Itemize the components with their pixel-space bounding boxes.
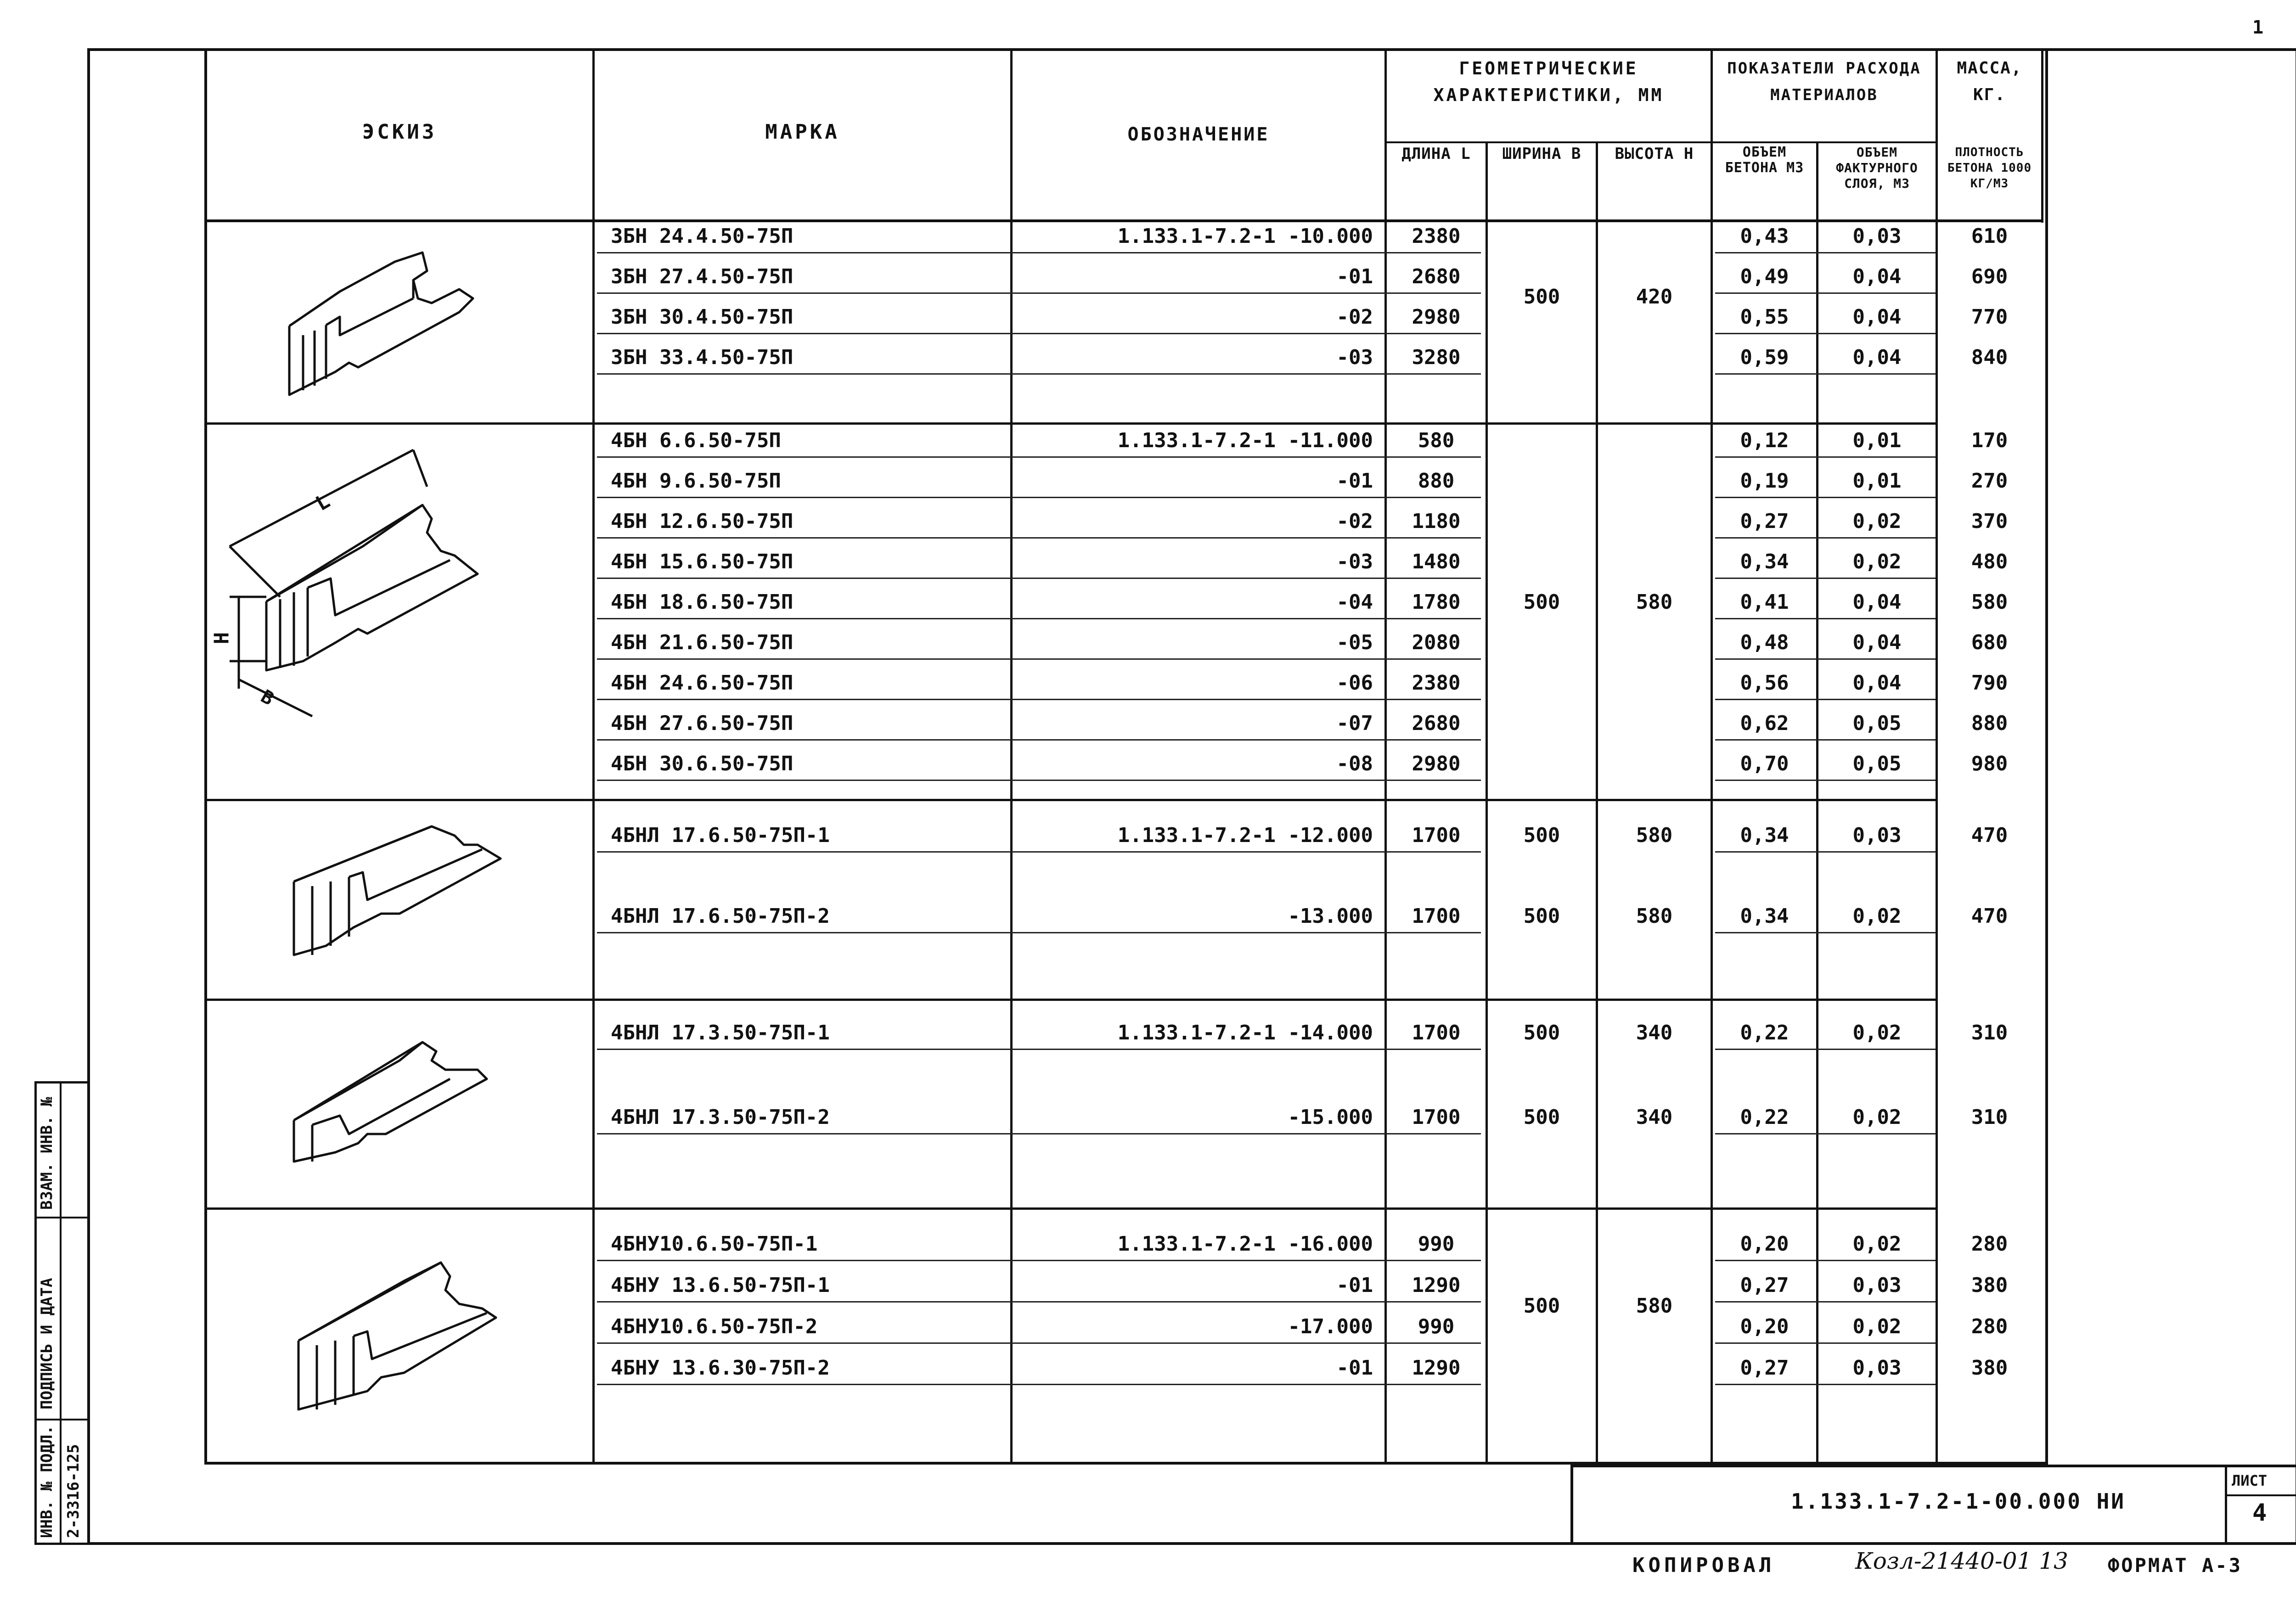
row-underline — [1387, 1301, 1481, 1302]
group-divider — [204, 799, 1938, 801]
row-vol-concrete: 0,27 — [1740, 1356, 1789, 1380]
row-underline — [597, 1384, 1474, 1385]
row-underline — [597, 578, 1474, 579]
row-underline — [1715, 1133, 1936, 1134]
row-underline — [1387, 497, 1481, 498]
row-mass: 790 — [1971, 671, 2008, 695]
header-vol-facing: ОБЪЕМ ФАКТУРНОГО СЛОЯ, М3 — [1836, 145, 1918, 191]
row-mass: 170 — [1971, 429, 2008, 452]
row-mark: 4БНЛ 17.6.50-75П-1 — [611, 824, 830, 847]
row-mass: 470 — [1971, 904, 2008, 928]
row-vol-concrete: 0,27 — [1740, 1274, 1789, 1297]
row-vol-concrete: 0,22 — [1740, 1021, 1789, 1044]
row-vol-facing: 0,02 — [1852, 510, 1902, 533]
row-underline — [1387, 578, 1481, 579]
header-material: ПОКАЗАТЕЛИ РАСХОДА МАТЕРИАЛОВ — [1727, 59, 1921, 104]
row-underline — [1387, 333, 1481, 334]
row-mass: 370 — [1971, 510, 2008, 533]
row-mass: 470 — [1971, 824, 2008, 847]
row-mark: 4БНЛ 17.6.50-75П-2 — [611, 904, 830, 928]
row-underline — [1387, 618, 1481, 619]
row-underline — [1715, 252, 1936, 253]
row-vol-facing: 0,02 — [1852, 1021, 1902, 1044]
row-mass: 980 — [1971, 752, 2008, 775]
row-underline — [1715, 739, 1936, 741]
row-length: 2380 — [1412, 225, 1461, 248]
sketch-label-b: B — [257, 686, 277, 710]
row-mark: 3БН 30.4.50-75П — [611, 305, 793, 329]
row-mark: 4БН 21.6.50-75П — [611, 631, 793, 654]
row-length: 1290 — [1412, 1274, 1461, 1297]
row-underline — [1715, 658, 1936, 660]
row-designation: -15.000 — [1288, 1106, 1373, 1129]
row-length: 1290 — [1412, 1356, 1461, 1380]
row-underline — [597, 292, 1474, 294]
row-underline — [1715, 497, 1936, 498]
col-line — [1010, 48, 1013, 1465]
row-vol-concrete: 0,41 — [1740, 590, 1789, 614]
row-vol-concrete: 0,62 — [1740, 712, 1789, 735]
row-underline — [1387, 1133, 1481, 1134]
header-sketch: ЭСКИЗ — [362, 120, 437, 144]
row-vol-facing: 0,02 — [1852, 1315, 1902, 1338]
header-width: ШИРИНА B — [1502, 145, 1581, 163]
row-underline — [597, 537, 1474, 539]
row-underline — [597, 456, 1474, 458]
row-mass: 310 — [1971, 1021, 2008, 1044]
row-vol-facing: 0,03 — [1852, 824, 1902, 847]
row-mass: 280 — [1971, 1315, 2008, 1338]
row-designation: -01 — [1336, 1356, 1373, 1380]
sketch-4bnu-block — [285, 1235, 542, 1437]
group-height: 420 — [1636, 285, 1673, 309]
row-vol-concrete: 0,34 — [1740, 824, 1789, 847]
row-mark: 3БН 33.4.50-75П — [611, 346, 793, 369]
row-designation: -02 — [1336, 305, 1373, 329]
row-mark: 4БНЛ 17.3.50-75П-2 — [611, 1106, 830, 1129]
row-underline — [1387, 932, 1481, 933]
row-underline — [597, 1342, 1474, 1344]
row-length: 1700 — [1412, 824, 1461, 847]
row-mass: 880 — [1971, 712, 2008, 735]
row-vol-facing: 0,03 — [1852, 1356, 1902, 1380]
row-mark: 4БН 15.6.50-75П — [611, 550, 793, 573]
row-vol-concrete: 0,55 — [1740, 305, 1789, 329]
side-stamp-sep — [34, 1217, 90, 1218]
row-length: 1480 — [1412, 550, 1461, 573]
row-underline — [1387, 252, 1481, 253]
sketch-3bn-block — [276, 220, 505, 413]
row-vol-facing: 0,02 — [1852, 550, 1902, 573]
row-underline — [1387, 456, 1481, 458]
row-mass: 380 — [1971, 1274, 2008, 1297]
col-line — [1486, 142, 1488, 1465]
row-underline — [1715, 373, 1936, 375]
row-length: 2680 — [1412, 712, 1461, 735]
row-designation: -06 — [1336, 671, 1373, 695]
row-designation: -13.000 — [1288, 904, 1373, 928]
group-width: 500 — [1523, 1294, 1560, 1318]
row-length: 3280 — [1412, 346, 1461, 369]
row-underline — [1387, 1260, 1481, 1261]
row-length: 2980 — [1412, 752, 1461, 775]
row-underline — [1715, 292, 1936, 294]
title-block-top — [1570, 1465, 2296, 1467]
group-divider — [204, 1207, 1938, 1210]
row-vol-facing: 0,03 — [1852, 225, 1902, 248]
row-length: 2380 — [1412, 671, 1461, 695]
row-vol-concrete: 0,43 — [1740, 225, 1789, 248]
row-underline — [597, 618, 1474, 619]
row-designation: 1.133.1-7.2-1 -12.000 — [1117, 824, 1373, 847]
row-underline — [1387, 373, 1481, 375]
row-length: 1780 — [1412, 590, 1461, 614]
row-underline — [1387, 658, 1481, 660]
row-mark: 4БНУ10.6.50-75П-1 — [611, 1232, 818, 1256]
row-underline — [1715, 851, 1936, 853]
row-mark: 4БНУ 13.6.50-75П-1 — [611, 1274, 830, 1297]
row-mass: 580 — [1971, 590, 2008, 614]
row-designation: -01 — [1336, 1274, 1373, 1297]
row-vol-concrete: 0,20 — [1740, 1232, 1789, 1256]
row-mark: 4БН 27.6.50-75П — [611, 712, 793, 735]
row-underline — [1715, 333, 1936, 334]
row-mass: 270 — [1971, 469, 2008, 493]
row-mass: 690 — [1971, 265, 2008, 288]
row-underline — [597, 1049, 1474, 1050]
row-vol-facing: 0,04 — [1852, 265, 1902, 288]
row-mark: 4БН 9.6.50-75П — [611, 469, 781, 493]
row-vol-facing: 0,04 — [1852, 590, 1902, 614]
row-length: 990 — [1418, 1232, 1455, 1256]
row-designation: -02 — [1336, 510, 1373, 533]
row-underline — [1387, 739, 1481, 741]
row-designation: -01 — [1336, 265, 1373, 288]
footer-format: ФОРМАТ А-3 — [2108, 1554, 2242, 1577]
row-vol-concrete: 0,34 — [1740, 904, 1789, 928]
header-mass: МАССА, КГ. — [1957, 59, 2022, 104]
row-vol-concrete: 0,20 — [1740, 1315, 1789, 1338]
row-underline — [597, 780, 1474, 781]
group-height: 580 — [1636, 1294, 1673, 1318]
row-width: 500 — [1523, 1021, 1560, 1044]
row-vol-facing: 0,04 — [1852, 346, 1902, 369]
sketch-4bn-block — [211, 441, 505, 744]
row-designation: -01 — [1336, 469, 1373, 493]
row-underline — [1387, 292, 1481, 294]
row-underline — [1715, 1049, 1936, 1050]
header-designation: ОБОЗНАЧЕНИЕ — [1127, 124, 1270, 145]
row-mark: 4БН 24.6.50-75П — [611, 671, 793, 695]
row-mass: 480 — [1971, 550, 2008, 573]
row-vol-facing: 0,01 — [1852, 469, 1902, 493]
group-height: 580 — [1636, 590, 1673, 614]
row-designation: 1.133.1-7.2-1 -16.000 — [1117, 1232, 1373, 1256]
row-underline — [1715, 456, 1936, 458]
group-width: 500 — [1523, 590, 1560, 614]
row-vol-facing: 0,03 — [1852, 1274, 1902, 1297]
row-underline — [1715, 1260, 1936, 1261]
row-underline — [1387, 780, 1481, 781]
row-vol-concrete: 0,12 — [1740, 429, 1789, 452]
row-mass: 280 — [1971, 1232, 2008, 1256]
row-underline — [1387, 1049, 1481, 1050]
row-underline — [597, 658, 1474, 660]
corner-mark: 1 — [2252, 17, 2264, 38]
row-designation: -05 — [1336, 631, 1373, 654]
header-vol-concrete: ОБЪЕМ БЕТОНА М3 — [1725, 144, 1804, 176]
header-height: ВЫСОТА H — [1615, 145, 1694, 163]
row-vol-facing: 0,04 — [1852, 305, 1902, 329]
sheet-label: ЛИСТ — [2232, 1472, 2268, 1489]
footer-copied: КОПИРОВАЛ — [1632, 1554, 1775, 1577]
sheet-number: 4 — [2252, 1499, 2267, 1527]
header-subline — [1384, 141, 1938, 143]
row-mass: 770 — [1971, 305, 2008, 329]
row-mark: 4БН 30.6.50-75П — [611, 752, 793, 775]
side-sign-date: ПОДПИСЬ И ДАТА — [38, 1278, 56, 1409]
row-mark: 3БН 24.4.50-75П — [611, 225, 793, 248]
row-length: 2080 — [1412, 631, 1461, 654]
row-vol-concrete: 0,56 — [1740, 671, 1789, 695]
row-underline — [1387, 699, 1481, 700]
row-underline — [597, 739, 1474, 741]
row-vol-facing: 0,05 — [1852, 712, 1902, 735]
row-vol-concrete: 0,49 — [1740, 265, 1789, 288]
header-mark: МАРКА — [765, 120, 840, 144]
row-underline — [597, 373, 1474, 375]
title-block-code: 1.133.1-7.2-1-00.000 НИ — [1791, 1489, 2126, 1514]
row-designation: -03 — [1336, 346, 1373, 369]
row-vol-facing: 0,02 — [1852, 904, 1902, 928]
row-designation: -08 — [1336, 752, 1373, 775]
row-vol-concrete: 0,22 — [1740, 1106, 1789, 1129]
row-designation: -07 — [1336, 712, 1373, 735]
row-height: 580 — [1636, 824, 1673, 847]
row-underline — [1387, 1342, 1481, 1344]
row-mark: 3БН 27.4.50-75П — [611, 265, 793, 288]
header-density: ПЛОТНОСТЬ БЕТОНА 1000 КГ/М3 — [1947, 146, 2032, 191]
row-underline — [1387, 1384, 1481, 1385]
row-width: 500 — [1523, 904, 1560, 928]
row-mark: 4БН 12.6.50-75П — [611, 510, 793, 533]
row-vol-facing: 0,04 — [1852, 671, 1902, 695]
row-underline — [1715, 780, 1936, 781]
row-underline — [1715, 1301, 1936, 1302]
side-stamp-split — [60, 1081, 62, 1545]
row-designation: -17.000 — [1288, 1315, 1373, 1338]
row-length: 880 — [1418, 469, 1455, 493]
row-underline — [1715, 537, 1936, 539]
row-vol-concrete: 0,27 — [1740, 510, 1789, 533]
row-vol-concrete: 0,34 — [1740, 550, 1789, 573]
header-length: ДЛИНА L — [1401, 145, 1471, 163]
row-underline — [1715, 932, 1936, 933]
row-vol-concrete: 0,70 — [1740, 752, 1789, 775]
row-length: 1700 — [1412, 904, 1461, 928]
col-line — [1816, 142, 1818, 1465]
col-line — [1596, 142, 1598, 1465]
row-mass: 310 — [1971, 1106, 2008, 1129]
row-designation: -03 — [1336, 550, 1373, 573]
row-underline — [1715, 1342, 1936, 1344]
sketch-label-l: L — [311, 489, 334, 516]
title-block-sheet-split — [2225, 1494, 2296, 1496]
row-vol-facing: 0,04 — [1852, 631, 1902, 654]
row-mass: 380 — [1971, 1356, 2008, 1380]
row-underline — [597, 851, 1474, 853]
row-height: 340 — [1636, 1106, 1673, 1129]
row-length: 1180 — [1412, 510, 1461, 533]
row-vol-concrete: 0,48 — [1740, 631, 1789, 654]
sketch-4bnl-short-block — [285, 1024, 523, 1189]
row-mass: 680 — [1971, 631, 2008, 654]
row-underline — [597, 497, 1474, 498]
row-mark: 4БН 18.6.50-75П — [611, 590, 793, 614]
row-mark: 4БНЛ 17.3.50-75П-1 — [611, 1021, 830, 1044]
row-mass: 610 — [1971, 225, 2008, 248]
side-inv-orig: ИНВ. № ПОДЛ. — [38, 1425, 56, 1538]
row-vol-concrete: 0,19 — [1740, 469, 1789, 493]
row-length: 2980 — [1412, 305, 1461, 329]
row-width: 500 — [1523, 1106, 1560, 1129]
row-vol-facing: 0,02 — [1852, 1232, 1902, 1256]
row-designation: 1.133.1-7.2-1 -11.000 — [1117, 429, 1373, 452]
row-height: 580 — [1636, 904, 1673, 928]
row-mark: 4БН 6.6.50-75П — [611, 429, 781, 452]
row-underline — [1715, 618, 1936, 619]
row-width: 500 — [1523, 824, 1560, 847]
row-underline — [597, 1133, 1474, 1134]
title-block-sheet-left — [2225, 1465, 2227, 1545]
row-length: 580 — [1418, 429, 1455, 452]
row-vol-facing: 0,02 — [1852, 1106, 1902, 1129]
row-length: 1700 — [1412, 1021, 1461, 1044]
footer-signature: Козл-21440-01 13 — [1855, 1548, 2068, 1574]
side-stamp-sep — [34, 1419, 90, 1420]
side-replace-inv: ВЗАМ. ИНВ. № — [38, 1097, 56, 1210]
row-underline — [597, 1301, 1474, 1302]
row-vol-facing: 0,01 — [1852, 429, 1902, 452]
row-underline — [597, 333, 1474, 334]
row-designation: 1.133.1-7.2-1 -14.000 — [1117, 1021, 1373, 1044]
group-divider — [204, 422, 1938, 425]
col-line — [592, 48, 595, 1465]
row-underline — [1387, 851, 1481, 853]
row-underline — [597, 932, 1474, 933]
row-underline — [597, 699, 1474, 700]
header-geom: ГЕОМЕТРИЧЕСКИЕ ХАРАКТЕРИСТИКИ, ММ — [1433, 58, 1664, 105]
row-mass: 840 — [1971, 346, 2008, 369]
row-length: 2680 — [1412, 265, 1461, 288]
row-length: 1700 — [1412, 1106, 1461, 1129]
group-divider — [204, 999, 1938, 1001]
row-designation: 1.133.1-7.2-1 -10.000 — [1117, 225, 1373, 248]
side-inv-orig-value: 2-3316-125 — [64, 1444, 83, 1538]
row-mark: 4БНУ10.6.50-75П-2 — [611, 1315, 818, 1338]
col-line — [2041, 48, 2043, 223]
title-block-left — [1570, 1465, 1573, 1545]
row-underline — [1715, 578, 1936, 579]
row-mark: 4БНУ 13.6.30-75П-2 — [611, 1356, 830, 1380]
row-underline — [597, 1260, 1474, 1261]
sketch-label-h: H — [210, 632, 234, 645]
row-underline — [1715, 1384, 1936, 1385]
row-length: 990 — [1418, 1315, 1455, 1338]
row-height: 340 — [1636, 1021, 1673, 1044]
row-underline — [597, 252, 1474, 253]
row-vol-concrete: 0,59 — [1740, 346, 1789, 369]
row-underline — [1715, 699, 1936, 700]
row-vol-facing: 0,05 — [1852, 752, 1902, 775]
row-designation: -04 — [1336, 590, 1373, 614]
group-width: 500 — [1523, 285, 1560, 309]
sketch-4bnl-block — [280, 808, 546, 992]
row-underline — [1387, 537, 1481, 539]
